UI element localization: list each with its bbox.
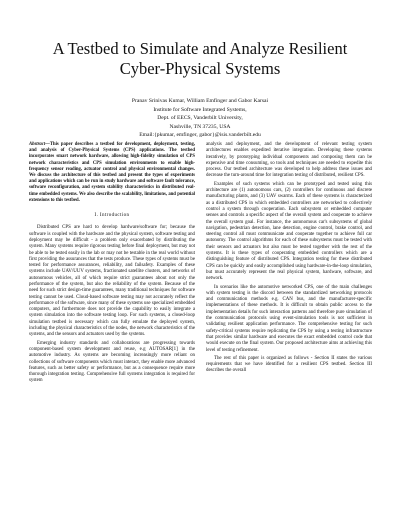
right-paragraph-4: The rest of this paper is organized as follows - Section II states the various requirements that we have identified for a resilient CPS testbed. Section III describes the overall: [206, 355, 372, 374]
intro-paragraph-1: Distributed CPS are hard to develop hardware/software for; because the software is coupled with the hardware and the physical system, software testing and deployment may be difficult - a problem only exacerbated by distributing the system. Many systems require rigorous testing before final deployment, but may not be able to be tested easily in the lab or may not be testable in the real world without first providing the assurances that the tests produce. These types of systems must be tested for performance assurances, reliability, and failsafety. Examples of these systems include UAV/UUV systems, fractionated satellite clusters, and networks of autonomous vehicles, all of which require strict guarantees about not only the performance of the system, but also the reliability of the system. Because of the need for such strict design-time guarantees, many traditional techniques for software testing cannot be used. Cloud-based software testing may not accurately reflect the performance of the software, since many of these systems use specialized embedded computers, and furthermore does not provide the capability to easily integrate a system simulation into the software testing loop. For such systems, a closed-loop simulation testbed is necessary which can fully emulate the deployed system, including the physical characteristics of the nodes, the network characteristics of the systems, and the sensors and actuators used by the systems.: [29, 225, 195, 338]
affiliation-line-1: Institute for Software Integrated Systems,: [153, 106, 247, 113]
abstract-label: Abstract: [29, 142, 46, 147]
right-paragraph-1: analysis and deployment, and the development of relevant testing system architectures enables expedited iterative integration. Developing these systems iteratively, by prototyping individual components and composing them can be expensive and time consuming, so tools and techniques are needed to expedite this process. Our testbed architecture was developed to help address these issues and decrease the turn-around time for integration testing of distributed, resilient CPS.: [206, 142, 372, 179]
affiliation-line-2: Dept. of EECS, Vanderbilt University,: [157, 115, 243, 122]
abstract: [29, 142, 195, 204]
author-email: Email:{pkumar, emfinger, gabor}@isis.vanderbilt.edu: [139, 132, 261, 139]
right-paragraph-3: In scenarios like the automotive networked CPS, one of the main challenges with system testing is the discord between the standardized networking protocols and communication methods e.g. CAN bus, and the manufacturer-specific implementations of these methods. It is difficult to obtain public access to the implementation details for such interaction patterns and therefore pure simulation of the communication protocols using event-simulation tools is not sufficient in validating resilient application performance. The comprehensive testing for such safety-critical systems require replicating the CPS by using a testing infrastructure that provides similar hardware and executes the exact embedded control code that would execute on the final system. Our proposed architecture aims at achieving this level of testing refinement.: [206, 284, 372, 353]
author-names: Pranav Srinivas Kumar, William Emfinger and Gabor Karsai: [131, 98, 269, 104]
affiliation-line-3: Nashville, TN 37235, USA: [169, 123, 231, 130]
section-heading-introduction: I. Introduction: [94, 213, 130, 219]
paper-title-line-2: Cyber-Physical Systems: [119, 59, 281, 78]
paper-title-line-1: A Testbed to Simulate and Analyze Resilient: [52, 39, 348, 58]
left-column: [29, 142, 195, 385]
right-paragraph-2: Examples of such systems which can be prototyped and tested using this architecture are (1) autonomous cars, (2) controllers for continuous and discrete manufacturing plants, and (3) UAV swarms. Each of these systems is characterized as a distributed CPS in which embedded controllers are networked to collectively control a system through cooperation. Each subsystem or embedded computer senses and controls a specific aspect of the overall system and cooperate to achieve the overall system goal. For instance, the autonomous car's subsystems of global navigation, pedestrian detection, lane detection, engine control, brake control, and steering control all must communicate and cooperate together to achieve full car autonomy. The control algorithms for each of these subsystems must be tested with their sensors and actuators but also must be tested together with the rest of the systems. It is these types of cooperating embedded controllers which are a distinguishing feature of distributed CPS. Integration testing for these distributed CPS can be quickly and easily accomplished using hardware-in-the-loop simulation, but must accurately represent the real physical system, hardware, software, and network.: [206, 181, 372, 282]
intro-paragraph-2: Emerging industry standards and collaborations are progressing towards component-based system development and reuse, e.g AUTOSAR[1] in the automotive industry. As systems are becoming increasingly more reliant on collections of software components which must interact, they enable more advanced features, such as better safety or performance, but as a consequence require more thorough integration testing. Comprehensive full systems integration is required for system: [29, 340, 195, 384]
right-column: [206, 142, 372, 375]
abstract-text: —This paper describes a testbed for development, deployment, testing, and analysis of Cyber-Physical Systems (CPS) applications. The testbed incorporates smart network hardware, allowing high-fidelity simulation of CPS network characteristics and CPS simulation environments to enable high-frequency sensor reading, actuator control and physical environmental changes. We discuss the architecture of this testbed and present the types of experiments and applications which can be run in study hardware and software fault tolerance, software reconfiguration, and system stability characteristics in distributed real-time embedded systems. We also describe the scalability, limitations, and potential extensions to this testbed.: [29, 142, 195, 203]
author-block: [0, 97, 400, 140]
